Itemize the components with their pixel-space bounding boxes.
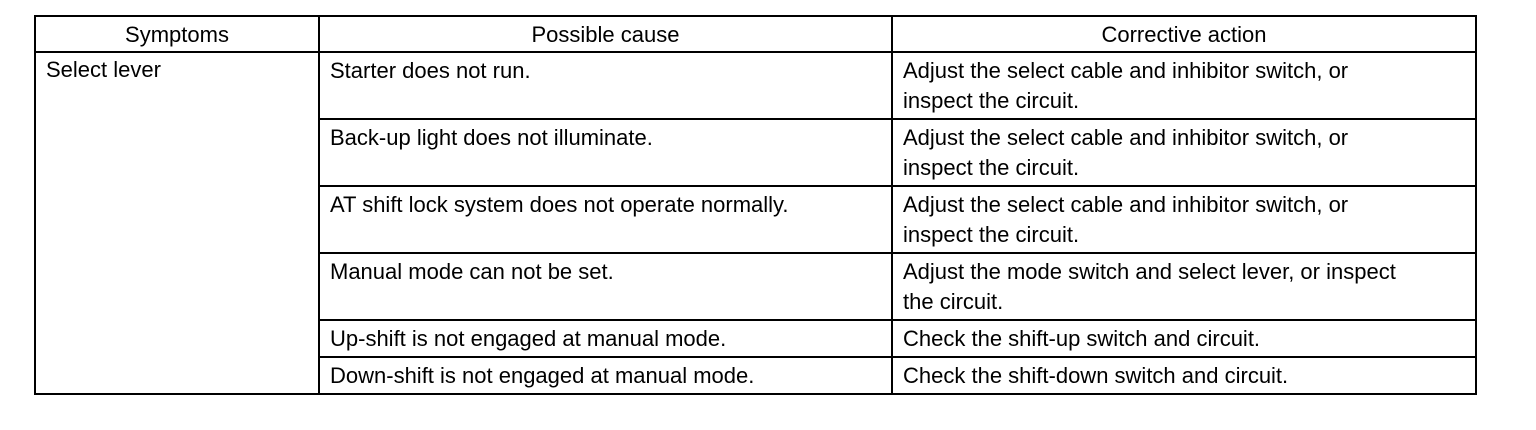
cause-cell: AT shift lock system does not operate normally.: [319, 186, 892, 253]
action-line: Adjust the mode switch and select lever, or inspect: [903, 259, 1396, 284]
action-line: Adjust the select cable and inhibitor switch, or: [903, 192, 1349, 217]
action-cell: [892, 253, 1476, 320]
action-line: Adjust the select cable and inhibitor switch, or: [903, 125, 1349, 150]
header-row: [35, 16, 1476, 52]
header-possible-cause: Possible cause: [319, 16, 892, 52]
action-cell: [892, 52, 1476, 119]
action-cell: [892, 119, 1476, 186]
symptom-cell: Select lever: [35, 52, 319, 394]
table-body: [35, 52, 1476, 394]
action-line: Adjust the select cable and inhibitor switch, or: [903, 58, 1349, 83]
action-line: inspect the circuit.: [903, 88, 1080, 113]
action-cell: [892, 320, 1476, 357]
action-line: inspect the circuit.: [903, 155, 1080, 180]
cause-cell: Down-shift is not engaged at manual mode.: [319, 357, 892, 394]
action-line: Check the shift-up switch and circuit.: [903, 326, 1261, 351]
cause-cell: Starter does not run.: [319, 52, 892, 119]
header-corrective-action: Corrective action: [892, 16, 1476, 52]
cause-cell: Up-shift is not engaged at manual mode.: [319, 320, 892, 357]
action-line: the circuit.: [903, 289, 1004, 314]
cause-cell: Manual mode can not be set.: [319, 253, 892, 320]
troubleshooting-table: [34, 15, 1477, 395]
table-row: [35, 52, 1476, 119]
action-line: Check the shift-down switch and circuit.: [903, 363, 1289, 388]
action-cell: [892, 357, 1476, 394]
action-cell: [892, 186, 1476, 253]
header-symptoms: Symptoms: [35, 16, 319, 52]
cause-cell: Back-up light does not illuminate.: [319, 119, 892, 186]
action-line: inspect the circuit.: [903, 222, 1080, 247]
